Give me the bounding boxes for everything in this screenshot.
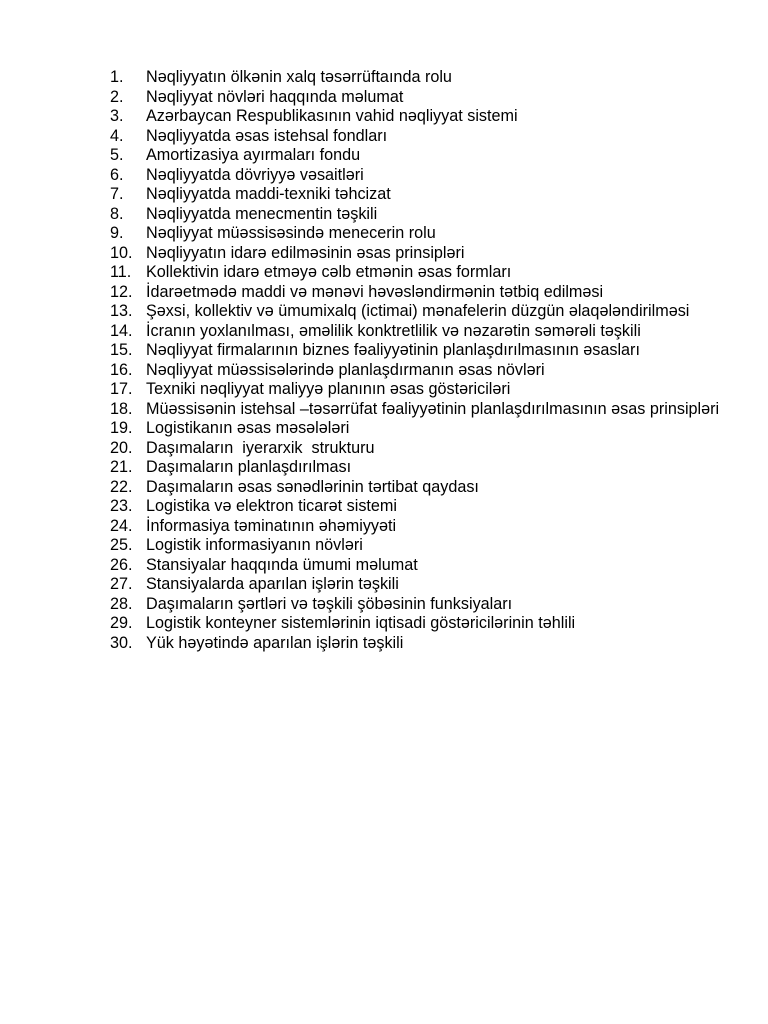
list-item-text: Nəqliyyat növləri haqqında məlumat	[146, 87, 404, 106]
list-item	[100, 634, 720, 654]
list-item-number: 17.	[110, 380, 133, 398]
list-item-text: Nəqliyyat firmalarının biznes fəaliyyətinin planlaşdırılmasının əsasları	[146, 341, 640, 359]
list-item-number: 15.	[110, 341, 133, 359]
list-item-text: Nəqliyyat müəssisəsində menecerin rolu	[146, 224, 436, 242]
list-item	[100, 244, 720, 264]
list-item	[100, 322, 720, 342]
list-item	[100, 614, 720, 634]
list-item-text: Yük həyətində aparılan işlərin təşkili	[146, 633, 404, 652]
list-item-text: Logistika və elektron ticarət sistemi	[146, 497, 398, 515]
list-item	[100, 595, 720, 615]
list-item-text: Şəxsi, kollektiv və ümumixalq (ictimai) mənafelerin düzgün əlaqələndirilməsi	[146, 302, 690, 320]
list-item-number: 22.	[110, 477, 133, 496]
list-item	[100, 478, 720, 498]
list-item	[100, 107, 720, 127]
list-item-text: Logistikanın əsas məsələləri	[146, 419, 350, 437]
list-item-number: 21.	[110, 458, 133, 476]
list-item-number: 2.	[110, 87, 124, 106]
topic-list	[100, 68, 720, 653]
list-item-text: Kollektivin idarə etməyə cəlb etmənin əsas formları	[146, 263, 512, 281]
list-item-number: 5.	[110, 146, 124, 164]
list-item-text: Daşımaların iyerarxik strukturu	[146, 438, 375, 457]
list-item-text: İdarəetmədə maddi və mənəvi həvəsləndirmənin tətbiq edilməsi	[146, 282, 604, 301]
list-item-number: 4.	[110, 126, 124, 145]
list-item-number: 16.	[110, 360, 133, 379]
list-item-text: Stansiyalar haqqında ümumi məlumat	[146, 555, 418, 574]
list-item-number: 19.	[110, 419, 133, 437]
list-item-number: 20.	[110, 438, 133, 457]
list-item-number: 1.	[110, 68, 124, 86]
list-item-number: 10.	[110, 243, 133, 262]
list-item-number: 13.	[110, 302, 133, 320]
list-item	[100, 361, 720, 381]
list-item-number: 23.	[110, 497, 133, 515]
list-item	[100, 536, 720, 556]
list-item-number: 12.	[110, 282, 133, 301]
list-item-text: Daşımaların şərtləri və təşkili şöbəsinin funksiyaları	[146, 594, 513, 613]
list-item-number: 6.	[110, 165, 124, 184]
list-item	[100, 166, 720, 186]
list-item-text: Amortizasiya ayırmaları fondu	[146, 146, 361, 164]
list-item	[100, 341, 720, 361]
list-item-text: Nəqliyyatın ölkənin xalq təsərrüftaında rolu	[146, 68, 452, 86]
list-item	[100, 439, 720, 459]
list-item	[100, 517, 720, 537]
list-item	[100, 400, 720, 420]
list-item-number: 14.	[110, 321, 133, 340]
list-item	[100, 127, 720, 147]
list-item-text: Azərbaycan Respublikasının vahid nəqliyyat sistemi	[146, 107, 518, 125]
list-item	[100, 205, 720, 225]
list-item	[100, 146, 720, 166]
list-item-text: Logistik informasiyanın növləri	[146, 536, 363, 554]
list-item	[100, 302, 720, 322]
list-item	[100, 575, 720, 595]
list-item	[100, 185, 720, 205]
list-item-text: Stansiyalarda aparılan işlərin təşkili	[146, 575, 399, 593]
list-item	[100, 556, 720, 576]
list-item-text: Müəssisənin istehsal –təsərrüfat fəaliyyətinin planlaşdırılmasının əsas prinsipləri	[146, 399, 720, 418]
list-item-number: 30.	[110, 633, 133, 652]
list-item-number: 9.	[110, 224, 124, 242]
list-item-text: Nəqliyyatda dövriyyə vəsaitləri	[146, 165, 364, 184]
list-item-text: Nəqliyyatda maddi-texniki təhcizat	[146, 185, 391, 203]
list-item	[100, 263, 720, 283]
list-item	[100, 224, 720, 244]
list-item-text: Nəqliyyat müəssisələrində planlaşdırmanın əsas növləri	[146, 360, 545, 379]
list-item-number: 24.	[110, 516, 133, 535]
list-item	[100, 88, 720, 108]
list-item	[100, 68, 720, 88]
list-item-number: 29.	[110, 614, 133, 632]
list-item-text: İcranın yoxlanılması, əməlilik konktretlilik və nəzarətin səmərəli təşkili	[146, 321, 641, 340]
list-item-number: 11.	[110, 263, 132, 281]
list-item	[100, 283, 720, 303]
list-item	[100, 419, 720, 439]
list-item	[100, 380, 720, 400]
list-item-text: Daşımaların əsas sənədlərinin tərtibat qaydası	[146, 477, 479, 496]
list-item-number: 3.	[110, 107, 124, 125]
list-item-text: Daşımaların planlaşdırılması	[146, 458, 352, 476]
list-item-number: 26.	[110, 555, 133, 574]
list-item-number: 18.	[110, 399, 133, 418]
list-item-text: Texniki nəqliyyat maliyyə planının əsas göstəriciləri	[146, 380, 511, 398]
list-item-text: İnformasiya təminatının əhəmiyyəti	[146, 516, 397, 535]
list-item-number: 25.	[110, 536, 133, 554]
list-item-number: 28.	[110, 594, 133, 613]
list-item	[100, 497, 720, 517]
list-item	[100, 458, 720, 478]
list-item-number: 8.	[110, 204, 124, 223]
list-item-number: 27.	[110, 575, 133, 593]
list-item-text: Logistik konteyner sistemlərinin iqtisadi göstəricilərinin təhlili	[146, 614, 576, 632]
list-item-text: Nəqliyyatda menecmentin təşkili	[146, 204, 378, 223]
list-item-text: Nəqliyyatda əsas istehsal fondları	[146, 126, 388, 145]
list-item-text: Nəqliyyatın idarə edilməsinin əsas prinsipləri	[146, 243, 465, 262]
list-item-number: 7.	[110, 185, 124, 203]
